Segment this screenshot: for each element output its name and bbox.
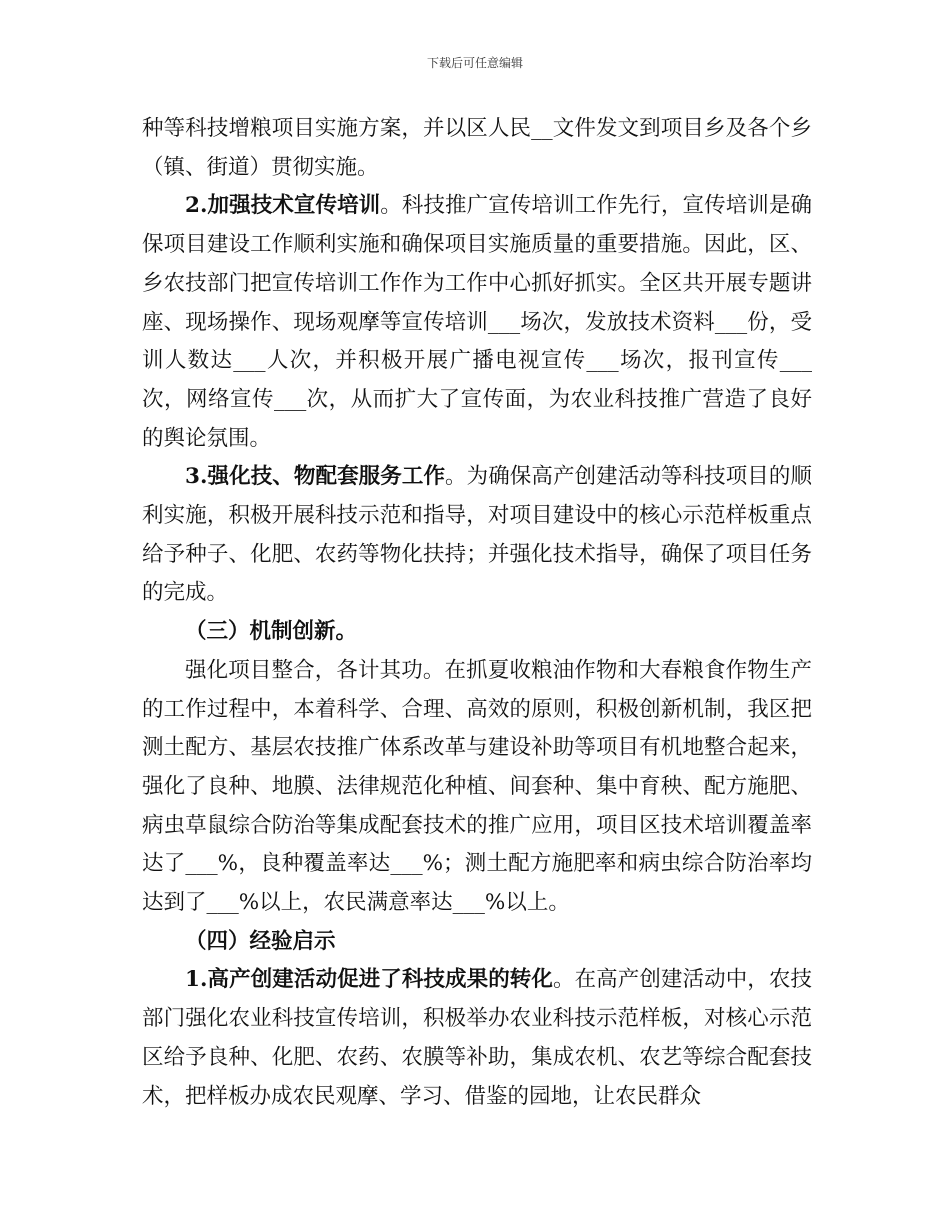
section-heading-3-text: （三）机制创新。 [185, 619, 358, 645]
paragraph-5-text: 强化项目整合，各计其功。在抓夏收粮油作物和大春粮食作物生产的工作过程中，本着科学、合理、高效的原则，积极创新机制，我区把测土配方、基层农技推广体系改革与建设补助等项目有机地整合起来，强化了良种、地膜、法律规范化种植、间套种、集中育秧、配方施肥、病虫草鼠综合防治等集成配套技术的推广应用，项目区技术培训覆盖率达了___%，良种覆盖率达___%；测土配方施肥率和病虫综合防治率均达到了___%以上，农民满意率达___%以上。 [142, 657, 812, 916]
paragraph-3 [142, 458, 812, 613]
page-header: 下载后可任意编辑 [426, 56, 523, 70]
paragraph-2 [142, 187, 812, 458]
paragraph-7 [142, 961, 812, 1116]
document-body [142, 110, 812, 1116]
section-heading-4-text: （四）经验启示 [185, 928, 336, 954]
paragraph-3-text: 。为确保高产创建活动等科技项目的顺利实施，积极开展科技示范和指导，对项目建设中的核心示范样板重点给予种子、化肥、农药等物化扶持；并强化技术指导，确保了项目任务的完成。 [142, 464, 812, 606]
paragraph-7-lead: 1.高产创建活动促进了科技成果的转化 [185, 967, 553, 993]
paragraph-3-lead: 3.强化技、物配套服务工作 [185, 464, 446, 490]
section-heading-3 [142, 613, 812, 652]
paragraph-2-text: 。科技推广宣传培训工作先行，宣传培训是确保项目建设工作顺利实施和确保项目实施质量的重要措施。因此，区、乡农技部门把宣传培训工作作为工作中心抓好抓实。全区共开展专题讲座、现场操作、现场观摩等宣传培训___场次，发放技术资料___份，受训人数达___人次，并积极开展广播电视宣传___场次，报刊宣传___次，网络宣传___次，从而扩大了宣传面，为农业科技推广营造了良好的舆论氛围。 [142, 193, 812, 451]
paragraph-1 [142, 110, 812, 187]
paragraph-7-text: 。在高产创建活动中，农技部门强化农业科技宣传培训，积极举办农业科技示范样板，对核心示范区给予良种、化肥、农药、农膜等补助，集成农机、农艺等综合配套技术，把样板办成农民观摩、学习、借鉴的园地，让农民群众 [142, 967, 812, 1109]
paragraph-1-text: 种等科技增粮项目实施方案，并以区人民__文件发文到项目乡及各个乡（镇、街道）贯彻实施。 [142, 116, 812, 180]
section-heading-4 [142, 923, 812, 962]
paragraph-2-lead: 2.加强技术宣传培训 [185, 193, 381, 219]
paragraph-5 [142, 652, 812, 923]
